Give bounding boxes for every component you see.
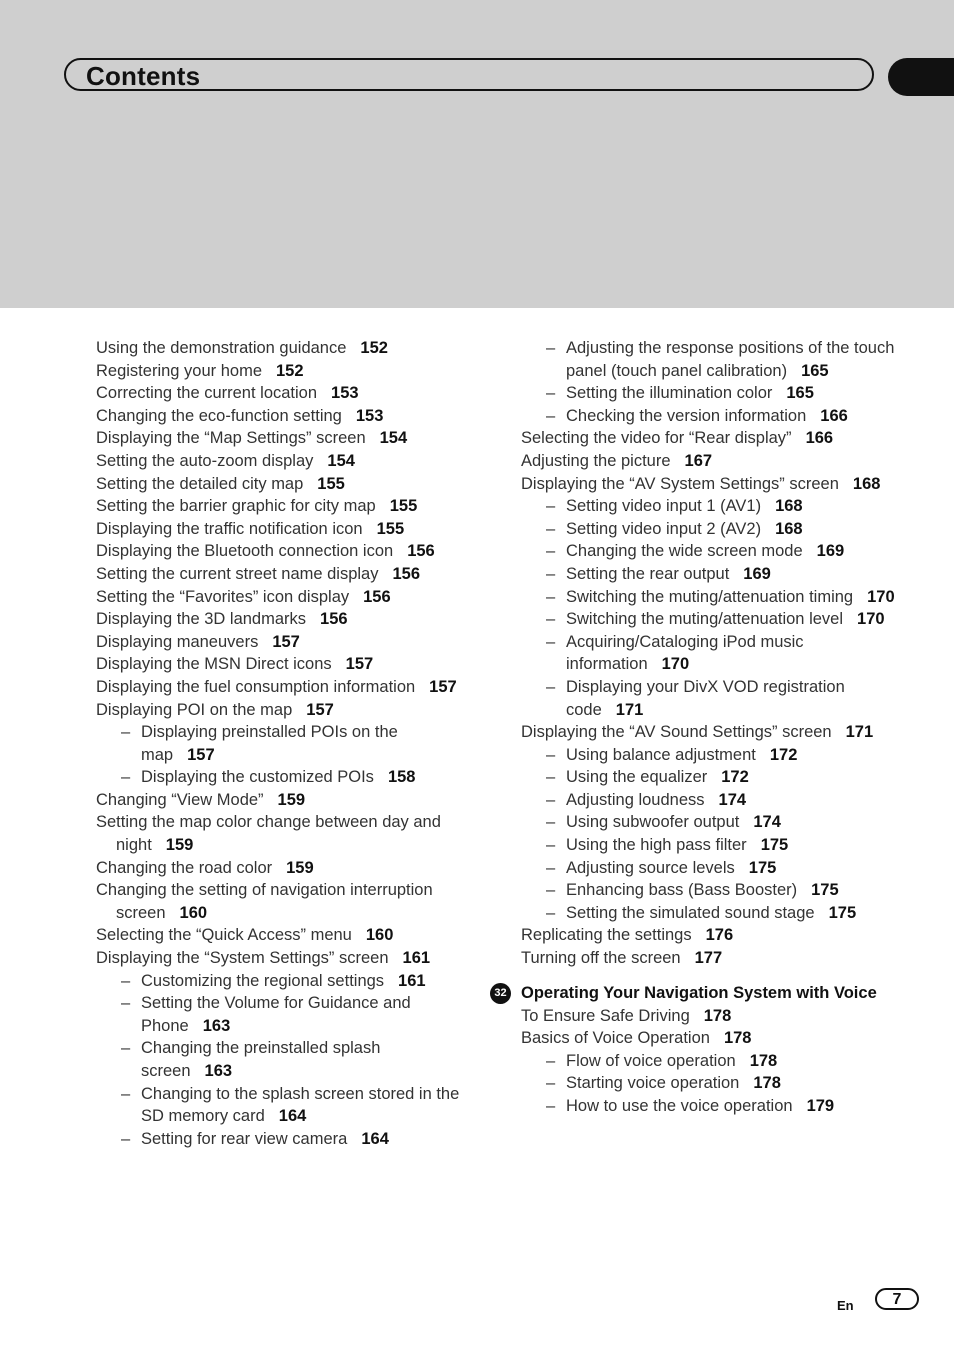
toc-entry[interactable] <box>96 337 476 360</box>
section-number-badge: 32 <box>490 983 511 1004</box>
toc-entry[interactable] <box>96 405 476 428</box>
dash-bullet: – <box>546 497 556 516</box>
toc-page-number: 172 <box>721 768 749 787</box>
toc-entry-title: Replicating the settings <box>521 926 692 945</box>
toc-entry-title: Flow of voice operation <box>566 1051 736 1070</box>
toc-entry-title: Setting the current street name display <box>96 564 379 583</box>
toc-entry-title: Setting the map color change between day and night <box>96 813 441 855</box>
toc-page-number: 152 <box>276 361 304 380</box>
toc-entry-title: Adjusting the picture <box>521 451 671 470</box>
toc-page-number: 157 <box>429 677 457 696</box>
toc-page-number: 155 <box>317 474 345 493</box>
toc-entry-title: Displaying your DivX VOD registration code <box>566 677 845 719</box>
dash-bullet: – <box>121 723 131 742</box>
toc-entry[interactable] <box>521 721 901 744</box>
toc-entry-title: Checking the version information <box>566 406 807 425</box>
toc-entry-title: Changing the preinstalled splash screen <box>141 1039 381 1080</box>
toc-page-number: 165 <box>786 384 814 403</box>
toc-entry-title: Adjusting the response positions of the touch panel (touch panel calibration) <box>566 339 895 380</box>
toc-page-number: 168 <box>775 497 803 516</box>
toc-page-number: 169 <box>743 564 771 583</box>
toc-entry-title: Setting the detailed city map <box>96 474 304 493</box>
toc-subentry[interactable] <box>521 337 901 382</box>
toc-subentry[interactable] <box>96 1037 476 1082</box>
toc-entry-title: Setting the illumination color <box>566 384 773 403</box>
toc-subentry[interactable] <box>521 1072 901 1095</box>
toc-entry-title: Displaying POI on the map <box>96 700 293 719</box>
toc-entry[interactable] <box>96 563 476 586</box>
toc-subentry[interactable] <box>521 834 901 857</box>
toc-entry-title: Using the equalizer <box>566 768 708 787</box>
toc-entry[interactable] <box>96 857 476 880</box>
toc-page-number: 156 <box>320 610 348 629</box>
toc-subentry[interactable] <box>521 766 901 789</box>
dash-bullet: – <box>546 1097 556 1115</box>
toc-entry[interactable] <box>96 360 476 383</box>
toc-subentry[interactable] <box>96 1083 476 1128</box>
dash-bullet: – <box>121 1129 131 1148</box>
toc-page-number: 170 <box>857 610 885 629</box>
toc-page-number: 171 <box>845 723 874 742</box>
toc-page-number: 155 <box>389 497 418 516</box>
toc-entry[interactable] <box>96 811 476 856</box>
toc-entry-title: Displaying maneuvers <box>96 632 259 651</box>
toc-subentry[interactable] <box>521 811 901 834</box>
toc-entry[interactable] <box>96 947 476 970</box>
dash-bullet: – <box>546 587 556 606</box>
dash-bullet: – <box>121 994 131 1013</box>
header-band <box>0 0 954 308</box>
toc-page-number: 166 <box>820 406 848 425</box>
toc-entry-title: Using the demonstration guidance <box>96 339 347 357</box>
toc-subentry[interactable] <box>521 902 901 925</box>
toc-entry[interactable] <box>521 1027 901 1050</box>
right-column <box>494 337 901 1118</box>
toc-entry[interactable] <box>96 540 476 563</box>
toc-page-number: 174 <box>753 813 781 832</box>
toc-entry[interactable] <box>96 382 476 405</box>
toc-page-number: 156 <box>392 564 421 583</box>
toc-entry[interactable] <box>96 473 476 496</box>
dash-bullet: – <box>546 745 556 764</box>
toc-page-number: 170 <box>661 655 690 674</box>
toc-page-number: 157 <box>272 632 300 651</box>
toc-page-number: 161 <box>398 971 426 990</box>
toc-entry[interactable] <box>96 450 476 473</box>
toc-subentry[interactable] <box>521 857 901 880</box>
toc-entry-title: Setting the “Favorites” icon display <box>96 587 350 606</box>
toc-entry-title: Using subwoofer output <box>566 813 740 832</box>
toc-page-number: 171 <box>615 700 644 719</box>
toc-subentry[interactable] <box>96 766 476 789</box>
dash-bullet: – <box>546 1051 556 1070</box>
toc-page-number: 159 <box>277 790 306 809</box>
dash-bullet: – <box>121 768 131 787</box>
toc-page-number: 179 <box>806 1097 835 1115</box>
toc-page-number: 163 <box>204 1062 233 1080</box>
toc-subentry[interactable] <box>521 382 901 405</box>
section-heading <box>494 981 901 1005</box>
toc-page-number: 161 <box>402 949 431 968</box>
toc-entry[interactable] <box>521 924 901 947</box>
toc-page-number: 176 <box>705 926 734 945</box>
toc-page-number: 164 <box>361 1129 389 1148</box>
dash-bullet: – <box>546 632 556 651</box>
dash-bullet: – <box>546 881 556 900</box>
dash-bullet: – <box>121 1039 131 1058</box>
toc-entry-title: Displaying the traffic notification icon <box>96 519 363 538</box>
toc-subentry[interactable] <box>521 540 901 563</box>
dash-bullet: – <box>546 903 556 922</box>
toc-subentry[interactable] <box>521 631 901 676</box>
toc-page-number: 178 <box>703 1006 732 1025</box>
toc-page-number: 177 <box>694 949 723 968</box>
toc-subentry[interactable] <box>96 721 476 766</box>
dash-bullet: – <box>546 339 556 357</box>
toc-subentry[interactable] <box>96 970 476 993</box>
toc-entry-title: Selecting the video for “Rear display” <box>521 429 792 448</box>
toc-page-number: 156 <box>363 587 391 606</box>
toc-page-number: 178 <box>753 1074 781 1093</box>
section-title[interactable]: Operating Your Navigation System with Voice <box>521 983 877 1002</box>
toc-entry-title: Changing to the splash screen stored in the SD memory card <box>141 1084 460 1126</box>
toc-entry[interactable] <box>96 518 476 541</box>
toc-subentry[interactable] <box>521 563 901 586</box>
toc-page-number: 168 <box>775 519 803 538</box>
toc-page-number: 155 <box>376 519 405 538</box>
toc-entry-title: Switching the muting/attenuation level <box>566 610 844 629</box>
toc-entry-title: Displaying the Bluetooth connection icon <box>96 542 394 561</box>
toc-entry[interactable] <box>521 450 901 473</box>
toc-entry-title: Changing the eco-function setting <box>96 406 342 425</box>
toc-entry-title: Correcting the current location <box>96 384 318 403</box>
toc-subentry[interactable] <box>521 518 901 541</box>
toc-page-number: 170 <box>867 587 895 606</box>
toc-entry-title: Using the high pass filter <box>566 836 747 855</box>
toc-page-number: 166 <box>805 429 834 448</box>
toc-entry[interactable] <box>96 495 476 518</box>
toc-entry-title: Setting the auto-zoom display <box>96 451 314 470</box>
dash-bullet: – <box>121 971 131 990</box>
toc-entry[interactable] <box>96 608 476 631</box>
dash-bullet: – <box>546 836 556 855</box>
toc-page-number: 167 <box>684 451 713 470</box>
page-title: Contents <box>86 61 201 91</box>
toc-entry-title: Switching the muting/attenuation timing <box>566 587 854 606</box>
toc-entry-title: How to use the voice operation <box>566 1097 793 1115</box>
dash-bullet: – <box>546 813 556 832</box>
toc-entry-title: Changing the road color <box>96 858 273 877</box>
toc-entry-title: Displaying the 3D landmarks <box>96 610 307 629</box>
dash-bullet: – <box>546 790 556 809</box>
toc-entry[interactable] <box>96 631 476 654</box>
toc-entry-title: Setting for rear view camera <box>141 1129 348 1148</box>
toc-entry-title: Adjusting loudness <box>566 790 705 809</box>
toc-entry-title: Setting video input 2 (AV2) <box>566 519 762 538</box>
toc-entry-title: Basics of Voice Operation <box>521 1029 710 1048</box>
toc-entry[interactable] <box>96 676 476 699</box>
toc-page-number: 172 <box>769 745 798 764</box>
toc-subentry[interactable] <box>521 879 901 902</box>
toc-page-number: 160 <box>179 903 208 922</box>
toc-subentry[interactable] <box>521 789 901 812</box>
toc-entry[interactable] <box>96 586 476 609</box>
section-entries <box>521 1005 901 1118</box>
toc-page-number: 154 <box>327 451 355 470</box>
toc-entry-title: Changing the setting of navigation interruption screen <box>96 881 433 922</box>
dash-bullet: – <box>546 384 556 403</box>
toc-entry[interactable] <box>521 473 901 496</box>
toc-entry[interactable] <box>96 924 476 947</box>
toc-entry-title: Displaying the “AV System Settings” screen <box>521 474 839 493</box>
toc-page-number: 159 <box>165 836 194 855</box>
toc-entry-title: Using balance adjustment <box>566 745 756 764</box>
toc-entry-title: Displaying the MSN Direct icons <box>96 655 332 674</box>
dash-bullet: – <box>546 406 556 425</box>
toc-entry-title: Registering your home <box>96 361 262 380</box>
dash-bullet: – <box>546 768 556 787</box>
dash-bullet: – <box>546 610 556 629</box>
toc-page-number: 175 <box>828 903 857 922</box>
toc-entry[interactable] <box>96 789 476 812</box>
toc-entry-title: Setting the Volume for Guidance and Phone <box>141 994 411 1035</box>
dash-bullet: – <box>546 1074 556 1093</box>
toc-subentry[interactable] <box>521 1095 901 1118</box>
dash-bullet: – <box>546 542 556 561</box>
toc-entry-title: Setting the barrier graphic for city map <box>96 497 376 516</box>
toc-subentry[interactable] <box>521 586 901 609</box>
toc-entry-title: To Ensure Safe Driving <box>521 1006 690 1025</box>
toc-page-number: 158 <box>387 768 416 787</box>
language-label: En <box>837 1298 854 1313</box>
dash-bullet: – <box>546 564 556 583</box>
toc-entry[interactable] <box>96 699 476 722</box>
toc-page-number: 178 <box>749 1051 778 1070</box>
toc-subentry[interactable] <box>96 1128 476 1151</box>
toc-page-number: 163 <box>202 1016 231 1035</box>
toc-page-number: 165 <box>801 361 829 380</box>
toc-page-number: 175 <box>760 836 789 855</box>
toc-subentry[interactable] <box>521 405 901 428</box>
toc-page-number: 153 <box>331 384 359 403</box>
toc-entry-title: Adjusting source levels <box>566 858 735 877</box>
toc-entry-title: Changing “View Mode” <box>96 790 264 809</box>
toc-subentry[interactable] <box>96 992 476 1037</box>
toc-entry-title: Setting the simulated sound stage <box>566 903 815 922</box>
toc-page-number: 152 <box>360 339 388 357</box>
toc-page-number: 157 <box>187 745 215 764</box>
toc-subentry[interactable] <box>521 676 901 721</box>
toc-entry[interactable] <box>521 427 901 450</box>
toc-page-number: 164 <box>278 1107 307 1126</box>
dash-bullet: – <box>546 519 556 538</box>
toc-page-number: 153 <box>355 406 384 425</box>
toc-page-number: 168 <box>852 474 881 493</box>
dash-bullet: – <box>546 858 556 877</box>
toc-page-number: 174 <box>718 790 747 809</box>
toc-page-number: 178 <box>723 1029 752 1048</box>
toc-page-number: 157 <box>306 700 334 719</box>
toc-entry[interactable] <box>521 1005 901 1028</box>
toc-entry-title: Starting voice operation <box>566 1074 740 1093</box>
toc-entry-title: Setting video input 1 (AV1) <box>566 497 762 516</box>
toc-page-number: 175 <box>748 858 777 877</box>
toc-entry-title: Displaying the fuel consumption information <box>96 677 416 696</box>
toc-entry-title: Acquiring/Cataloging iPod music information <box>566 632 804 674</box>
toc-entry-title: Selecting the “Quick Access” menu <box>96 926 352 945</box>
toc-page-number: 175 <box>811 881 839 900</box>
toc-subentry[interactable] <box>521 495 901 518</box>
toc-entry-title: Displaying the customized POIs <box>141 768 374 787</box>
toc-page-number: 169 <box>816 542 845 561</box>
right-entries <box>521 337 901 970</box>
toc-subentry[interactable] <box>521 608 901 631</box>
toc-page-number: 156 <box>407 542 435 561</box>
dash-bullet: – <box>121 1084 131 1103</box>
toc-entry-title: Displaying the “System Settings” screen <box>96 949 389 968</box>
toc-entry[interactable] <box>96 879 476 924</box>
page-number: 7 <box>875 1288 919 1310</box>
title-frame <box>64 58 874 91</box>
toc-entry-title: Turning off the screen <box>521 949 681 968</box>
toc-page-number: 159 <box>286 858 314 877</box>
toc-entry[interactable] <box>96 653 476 676</box>
toc-page-number: 160 <box>365 926 394 945</box>
toc-entry-title: Customizing the regional settings <box>141 971 385 990</box>
toc-page-number: 154 <box>379 429 408 448</box>
toc-entry-title: Displaying preinstalled POIs on the map <box>141 723 398 764</box>
toc-entry-title: Changing the wide screen mode <box>566 542 803 561</box>
toc-entry[interactable] <box>521 947 901 970</box>
toc-entry-title: Displaying the “Map Settings” screen <box>96 429 366 448</box>
toc-subentry[interactable] <box>521 744 901 767</box>
chapter-tab <box>888 58 954 96</box>
toc-entry[interactable] <box>96 427 476 450</box>
left-column <box>96 337 476 1150</box>
toc-entry-title: Setting the rear output <box>566 564 730 583</box>
toc-subentry[interactable] <box>521 1050 901 1073</box>
toc-page-number: 157 <box>345 655 374 674</box>
dash-bullet: – <box>546 677 556 696</box>
toc-entry-title: Displaying the “AV Sound Settings” screen <box>521 723 832 742</box>
toc-entry-title: Enhancing bass (Bass Booster) <box>566 881 798 900</box>
